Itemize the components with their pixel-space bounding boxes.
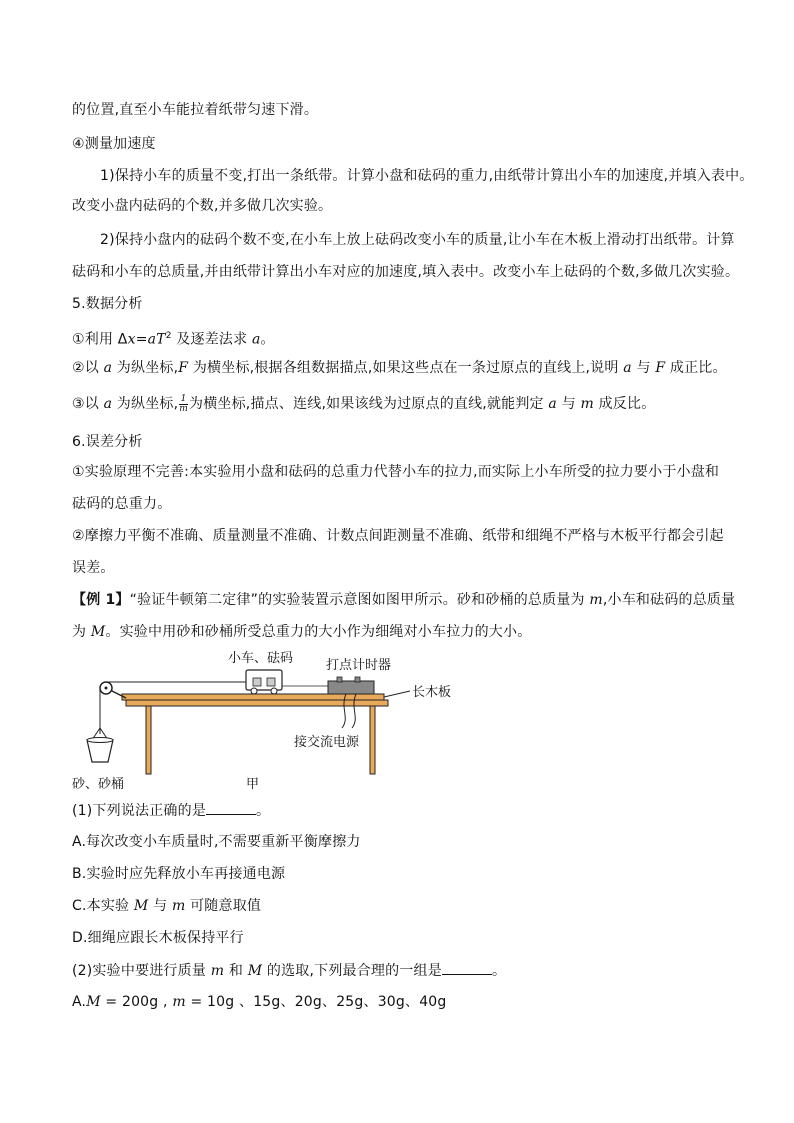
table-leg-right	[370, 706, 375, 774]
text-fragment: 。	[256, 803, 271, 819]
label-cart: 小车、砝码	[228, 651, 294, 666]
question1-option-a: A.每次改变小车质量时,不需要重新平衡摩擦力	[72, 834, 361, 850]
text-fragment: 与	[631, 360, 656, 376]
text-line-error1a: ①实验原理不完善:本实验用小盘和砝码的总重力代替小车的拉力,而实际上小车所受的拉力要小于小盘和	[72, 464, 720, 480]
text-fragment: 为纵坐标,	[112, 360, 179, 376]
text-line-step1a: 1)保持小车的质量不变,打出一条纸带。计算小盘和砝码的重力,由纸带计算出小车的加速度,并填入表中。	[100, 168, 754, 184]
symbol-a: a	[103, 396, 113, 412]
text-line-analysis-1	[72, 326, 275, 350]
text-line-step2a: 2)保持小盘内的砝码个数不变,在小车上放上砝码改变小车的质量,让小车在木板上滑动打出纸带。计算	[100, 232, 735, 248]
symbol-m: m	[210, 963, 225, 979]
cart-wheel-left	[251, 688, 257, 694]
cart-body	[246, 670, 282, 690]
text-fragment: 为	[72, 624, 91, 640]
text-line-error1b: 砝码的总重力。	[72, 496, 172, 512]
symbol-m: m	[580, 396, 594, 412]
question1-option-d: D.细绳应跟长木板保持平行	[72, 930, 244, 946]
question1-stem	[72, 800, 270, 821]
text-fragment: = 10g 、15g、20g、25g、30g、40g	[185, 994, 447, 1010]
text-line-step2b: 砝码和小车的总质量,并由纸带计算出小车对应的加速度,填入表中。改变小车上砝码的个数,多做几次实验。	[72, 264, 740, 280]
apparatus-figure	[70, 648, 490, 794]
symbol-x: x	[127, 331, 136, 348]
text-fragment: = 200g ,	[100, 994, 173, 1010]
question1-option-c	[72, 896, 261, 916]
symbol-M: M	[133, 898, 149, 914]
answer-blank[interactable]	[206, 800, 256, 815]
symbol-m: m	[589, 592, 603, 608]
symbol-a: a	[548, 396, 557, 412]
label-board: 长木板	[412, 685, 452, 700]
text-fragment: =	[135, 331, 148, 348]
cart-weight-1	[253, 678, 261, 686]
symbol-aT: aT	[147, 331, 166, 348]
text-fragment: 。	[491, 963, 507, 979]
text-fragment: 为横坐标,根据各组数据描点,如果这些点在一条过原点的直线上,说明	[188, 360, 624, 376]
text-fragment: ,小车和砝码的总质量	[602, 592, 736, 608]
text-line-analysis-3	[72, 394, 655, 414]
answer-blank[interactable]	[442, 960, 492, 975]
sand-bucket	[87, 740, 113, 762]
symbol-F: F	[655, 360, 666, 376]
ticker-timer	[328, 681, 374, 694]
question1-option-b: B.实验时应先释放小车再接通电源	[72, 866, 286, 882]
text-fragment: 为横坐标,描点、连线,如果该线为过原点的直线,就能判定	[189, 396, 549, 412]
example-tag: 【例 1】	[72, 592, 130, 608]
symbol-M: M	[90, 624, 106, 640]
text-fragment: 和	[224, 963, 248, 979]
symbol-m: m	[172, 994, 186, 1010]
text-fragment: (1)下列说法正确的是	[72, 803, 207, 819]
cart-wheel-right	[271, 688, 277, 694]
pulley-axle	[105, 687, 108, 690]
heading-data-analysis: 5.数据分析	[72, 296, 143, 312]
cart-weight-2	[267, 678, 275, 686]
timer-terminal-1	[337, 677, 342, 682]
text-fragment: 成反比。	[593, 396, 656, 412]
text-fragment: 及逐差法求	[171, 331, 252, 348]
label-bucket: 砂、砂桶	[72, 777, 125, 792]
table-leg-left	[146, 706, 151, 774]
text-fragment: “验证牛顿第二定律”的实验装置示意图如图甲所示。砂和砂桶的总质量为	[129, 592, 590, 608]
text-fragment: C.本实验	[72, 898, 134, 914]
text-fragment: A.	[72, 994, 87, 1010]
text-line-error2b: 误差。	[72, 560, 115, 576]
symbol-F: F	[178, 360, 189, 376]
fraction-numerator: 1	[180, 393, 187, 404]
text-fragment: 与	[148, 898, 172, 914]
question2-stem	[72, 960, 506, 981]
bucket-rim	[87, 738, 113, 743]
symbol-a: a	[103, 360, 113, 376]
heading-error-analysis: 6.误差分析	[72, 434, 143, 450]
text-fragment: 。	[260, 331, 275, 348]
text-fragment: 与	[556, 396, 581, 412]
question2-option-a	[72, 992, 447, 1012]
fraction-denominator: m	[179, 403, 188, 414]
text-fragment: 可随意取值	[185, 898, 262, 914]
text-line-friction: 的位置,直至小车能拉着纸带匀速下滑。	[72, 102, 319, 118]
label-timer: 打点计时器	[326, 658, 392, 673]
text-line-step1b: 改变小盘内砝码的个数,并多做几次实验。	[72, 198, 333, 214]
text-line-error2a: ②摩擦力平衡不准确、质量测量不准确、计数点间距测量不准确、纸带和细绳不严格与木板平行都会引起	[72, 528, 724, 544]
text-fragment: 的选取,下列最合理的一组是	[262, 963, 442, 979]
symbol-m: m	[171, 898, 186, 914]
example-line-2	[72, 622, 531, 642]
symbol-a: a	[251, 331, 261, 348]
label-figure: 甲	[246, 777, 260, 792]
heading-measure-acceleration: ④测量加速度	[72, 136, 156, 152]
superscript-2: 2	[165, 331, 172, 341]
symbol-a: a	[623, 360, 632, 376]
example-line-1	[72, 590, 735, 610]
text-line-analysis-2	[72, 358, 727, 378]
symbol-M: M	[86, 994, 101, 1010]
text-fragment: ②以	[72, 360, 104, 376]
board-leader-line	[384, 691, 410, 697]
text-fragment: 成正比。	[665, 360, 727, 376]
label-power: 接交流电源	[294, 735, 360, 750]
text-fragment: 为纵坐标,	[112, 396, 179, 412]
text-fragment: (2)实验中要进行质量	[72, 963, 211, 979]
text-fragment: 。实验中用砂和砂桶所受总重力的大小作为细绳对小车拉力的大小。	[105, 624, 532, 640]
table-top	[126, 700, 388, 706]
fraction-one-over-m	[179, 395, 188, 414]
text-fragment: ①利用 Δ	[72, 331, 128, 348]
text-fragment: ③以	[72, 396, 104, 412]
symbol-M: M	[247, 963, 263, 979]
timer-terminal-2	[355, 677, 360, 682]
